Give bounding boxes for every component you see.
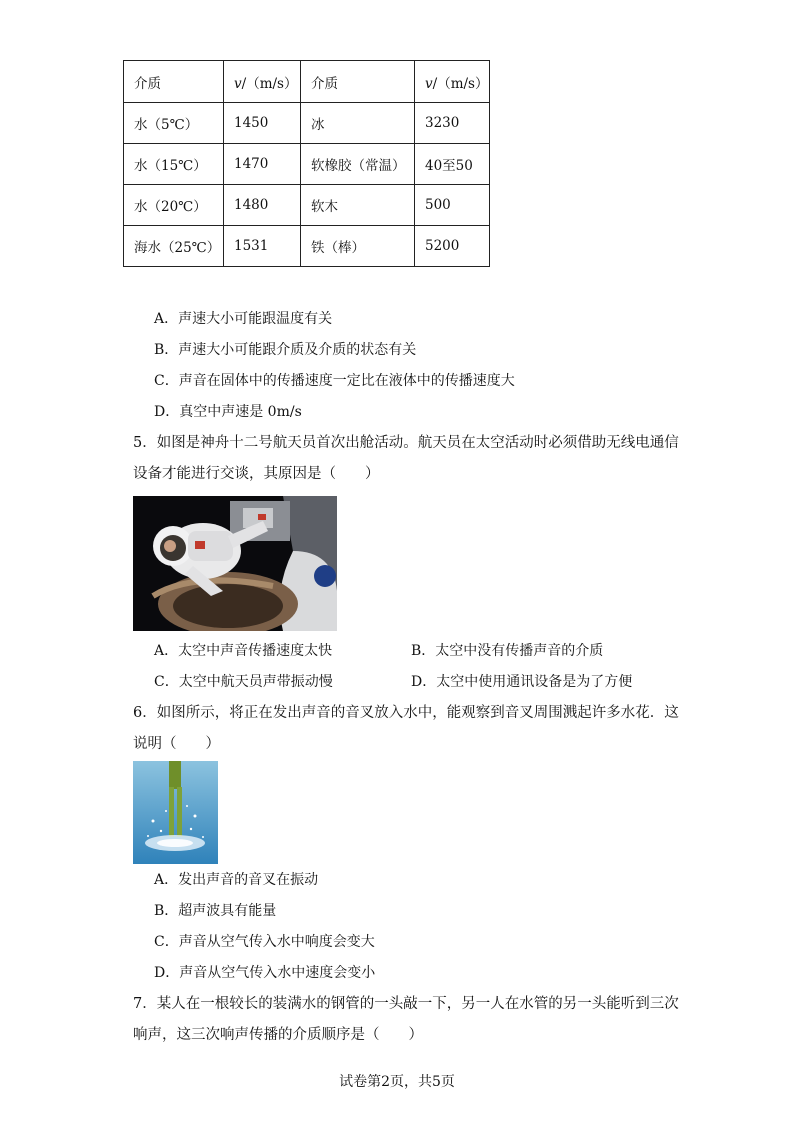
q6-option-a: A．发出声音的音叉在振动 (154, 872, 319, 888)
q5-option-c: C．太空中航天员声带振动慢 (154, 674, 333, 690)
q4-option-d: D．真空中声速是 0m/s (154, 404, 302, 420)
q4-option-a: A．声速大小可能跟温度有关 (154, 311, 333, 327)
astronaut-spacewalk-photo (133, 496, 337, 631)
q7-stem-line2: 响声，这三次响声传播的介质顺序是（ ） (133, 1027, 423, 1043)
table-cell: 冰 (301, 103, 415, 144)
table-cell: 软橡胶（常温） (301, 144, 415, 185)
table-row (124, 144, 490, 185)
q5-option-a: A．太空中声音传播速度太快 (154, 643, 333, 659)
table-cell: 40至50 (415, 144, 490, 185)
table-cell: 500 (415, 185, 490, 226)
header-medium-2: 介质 (301, 61, 415, 103)
q5-stem-line2: 设备才能进行交谈，其原因是（ ） (133, 466, 380, 482)
q6-option-c: C．声音从空气传入水中响度会变大 (154, 934, 375, 950)
q7-stem-line1: 7．某人在一根较长的装满水的钢管的一头敲一下，另一人在水管的另一头能听到三次 (133, 996, 679, 1012)
table-cell: 3230 (415, 103, 490, 144)
table-cell: 5200 (415, 226, 490, 267)
q5-option-d: D．太空中使用通讯设备是为了方便 (411, 674, 633, 690)
table-cell: 1531 (224, 226, 301, 267)
table-cell: 软木 (301, 185, 415, 226)
table-cell: 1470 (224, 144, 301, 185)
q6-stem-line2: 说明（ ） (133, 736, 220, 752)
table-header-row (124, 61, 490, 103)
q4-option-b: B．声速大小可能跟介质及介质的状态有关 (154, 342, 417, 358)
table-cell: 1450 (224, 103, 301, 144)
table-cell: 铁（棒） (301, 226, 415, 267)
tuning-fork-water-photo (133, 761, 218, 864)
tuning-fork-illustration (133, 761, 218, 864)
astronaut-illustration (133, 496, 337, 631)
q6-stem-line1: 6．如图所示，将正在发出声音的音叉放入水中，能观察到音叉周围溅起许多水花．这 (133, 705, 679, 721)
table-row (124, 226, 490, 267)
table-row (124, 185, 490, 226)
q5-option-b: B．太空中没有传播声音的介质 (411, 643, 604, 659)
table-cell: 水（5℃） (124, 103, 224, 144)
header-speed-1: v/（m/s） (224, 61, 301, 103)
table-cell: 水（15℃） (124, 144, 224, 185)
sound-speed-table (123, 60, 490, 267)
q6-option-d: D．声音从空气传入水中速度会变小 (154, 965, 376, 981)
table-row (124, 103, 490, 144)
q4-option-c: C．声音在固体中的传播速度一定比在液体中的传播速度大 (154, 373, 515, 389)
table-cell: 1480 (224, 185, 301, 226)
q6-option-b: B．超声波具有能量 (154, 903, 277, 919)
header-speed-2: v/（m/s） (415, 61, 490, 103)
page-footer: 试卷第2页，共5页 (339, 1074, 455, 1090)
table-cell: 海水（25℃） (124, 226, 224, 267)
header-medium-1: 介质 (124, 61, 224, 103)
table-cell: 水（20℃） (124, 185, 224, 226)
q5-stem-line1: 5．如图是神舟十二号航天员首次出舱活动。航天员在太空活动时必须借助无线电通信 (133, 435, 679, 451)
